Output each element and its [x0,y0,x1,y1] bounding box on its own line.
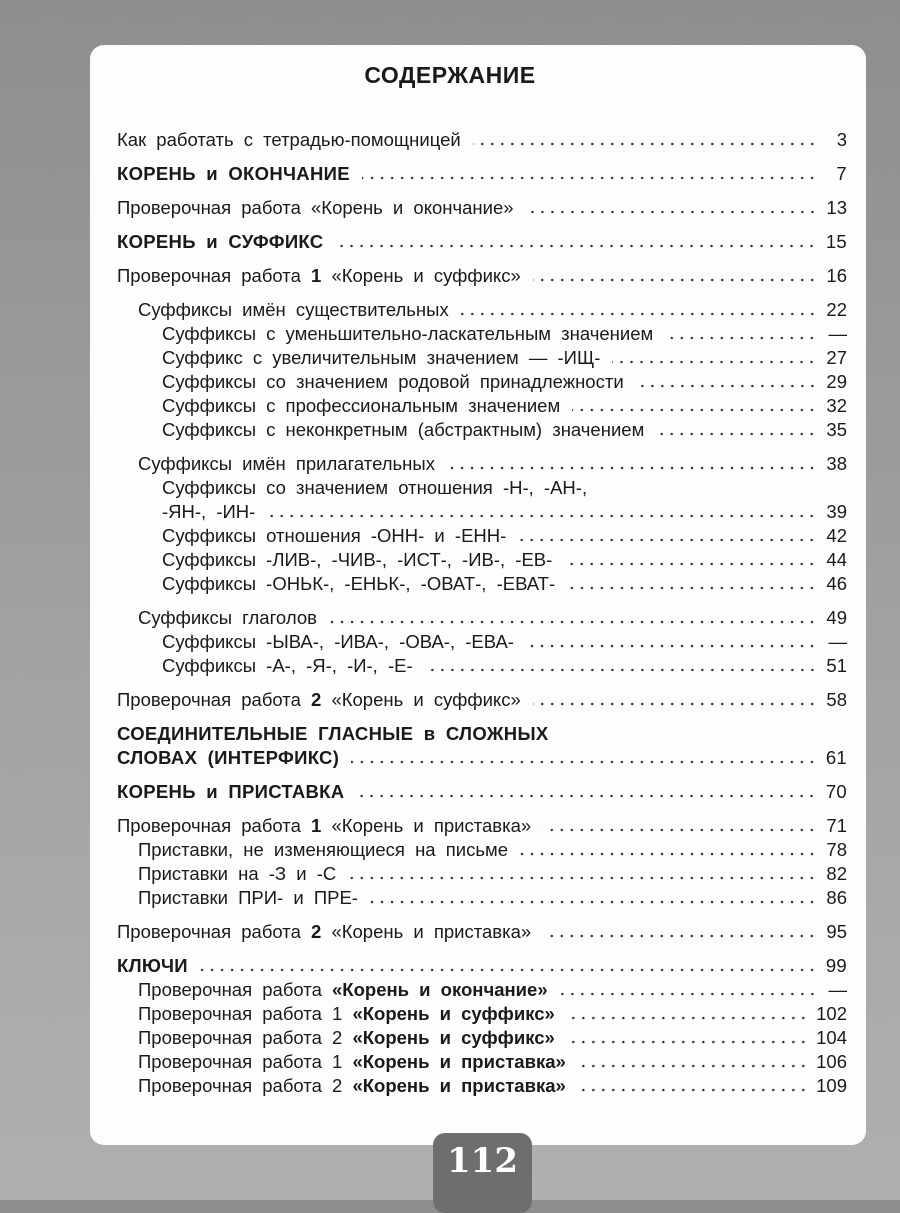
toc-entry-title-part: Проверочная работа «Корень и окончание» [117,197,514,218]
toc-entry-title-part: «Корень и суффикс» [321,265,521,286]
toc-entry [117,393,847,417]
toc-entry [117,195,847,219]
toc-entry-title-part: «Корень и суффикс» [321,689,521,710]
toc-entry [117,1001,847,1025]
toc-entry-title [117,815,531,837]
toc-entry [117,813,847,837]
dot-leader [526,210,817,214]
toc-entry-title [138,1003,555,1025]
toc-entry-page: 49 [826,607,847,628]
toc-entry-title-part: «Корень и окончание» [332,979,548,1000]
toc-entry-page: 39 [826,501,847,522]
toc-entry-title-part: Приставки ПРИ- и ПРЕ- [138,887,358,908]
dot-leader [362,176,817,180]
dot-leader [665,336,817,340]
toc-entry-title-part: Суффиксы имён существительных [138,299,449,320]
toc-entry [117,721,847,745]
toc-entry-page: — [828,979,847,1000]
toc-entry-title [162,525,506,547]
toc-entry-title-part: 1 [311,815,322,836]
table-of-contents [117,127,847,1097]
toc-entry-page: 38 [826,453,847,474]
toc-entry-title [117,231,323,253]
toc-entry-title-part: Суффиксы имён прилагательных [138,453,435,474]
toc-entry [117,369,847,393]
toc-entry-title-part: Проверочная работа 1 [138,1003,353,1024]
dot-leader [329,620,817,624]
toc-entry [117,653,847,677]
toc-entry-title-part: «Корень и приставка» [352,1051,566,1072]
dot-leader [533,702,817,706]
toc-entry-title [138,1027,555,1049]
dot-leader [572,408,817,412]
toc-entry [117,1025,847,1049]
toc-entry [117,1073,847,1097]
toc-entry [117,475,847,499]
toc-entry-title [162,573,555,595]
toc-entry-title-part: Суффиксы с неконкретным (абстрактным) значением [162,419,645,440]
toc-entry-title [117,921,531,943]
toc-entry-page: 109 [816,1075,847,1096]
toc-entry-title [117,197,514,219]
toc-entry-title [138,1051,566,1073]
toc-entry [117,861,847,885]
toc-entry-title-part: Суффиксы отношения -ОНН- и -ЕНН- [162,525,507,546]
toc-entry-page: 82 [826,863,847,884]
toc-entry-page: 32 [826,395,847,416]
toc-entry-title-part: Суффиксы -А-, -Я-, -И-, -Е- [162,655,413,676]
toc-entry-title-part: Проверочная работа [117,815,312,836]
toc-entry-page: 95 [826,921,847,942]
toc-entry-title [138,863,336,885]
dot-leader [656,432,817,436]
toc-entry-title-part: Суффиксы с профессиональным значением [162,395,561,416]
toc-entry-title [162,371,624,393]
toc-entry-page: 51 [826,655,847,676]
toc-entry [117,297,847,321]
dot-leader [518,538,817,542]
toc-entry-page: 106 [816,1051,847,1072]
toc-entry-title [138,453,435,475]
toc-entry-title-part: Проверочная работа 2 [138,1075,353,1096]
toc-entry-title-part: Как работать с тетрадью-помощницей [117,129,461,150]
toc-entry [117,161,847,185]
toc-entry-title-part: «Корень и суффикс» [352,1003,555,1024]
dot-leader [543,934,817,938]
toc-entry-title-part: СОЕДИНИТЕЛЬНЫЕ ГЛАСНЫЕ в СЛОЖНЫХ [117,723,549,744]
toc-entry-title [162,395,560,417]
toc-entry [117,745,847,769]
toc-entry-title [117,129,461,151]
toc-entry-title [138,299,449,321]
page-number-badge: 112 [433,1133,532,1213]
toc-entry-page: 16 [826,265,847,286]
toc-entry [117,547,847,571]
toc-entry-title [162,419,644,441]
toc-entry [117,977,847,1001]
toc-entry-title-part: Суффиксы -ЛИВ-, -ЧИВ-, -ИСТ-, -ИВ-, -ЕВ- [162,549,553,570]
page-title: СОДЕРЖАНИЕ [364,62,536,88]
dot-leader [567,1016,808,1020]
dot-leader [526,644,817,648]
toc-entry-title [117,265,521,287]
toc-entry [117,451,847,475]
dot-leader [351,760,817,764]
toc-entry-title [162,631,514,653]
dot-leader [560,992,817,996]
toc-entry-title-part: 1 [311,265,322,286]
toc-entry-title [138,839,508,861]
dot-leader [533,278,817,282]
toc-entry-title-part: Приставки на -З и -С [138,863,337,884]
toc-entry-title-part: 2 [311,689,322,710]
toc-entry-page: 29 [826,371,847,392]
dot-leader [370,900,817,904]
toc-entry-page: — [828,631,847,652]
toc-entry-title [162,477,587,499]
dot-leader [473,142,817,146]
toc-entry-title-part: Проверочная работа [117,921,312,942]
toc-entry [117,837,847,861]
dot-leader [567,1040,808,1044]
toc-entry-page: 99 [825,955,847,976]
dot-leader [567,586,817,590]
toc-entry-title-part: КОРЕНЬ и ПРИСТАВКА [117,781,345,802]
dot-leader [612,360,817,364]
dot-leader [356,794,817,798]
toc-entry [117,953,847,977]
toc-entry-title [138,607,317,629]
toc-entry-title-part: «Корень и приставка» [321,921,532,942]
toc-entry-title-part: КОРЕНЬ и ОКОНЧАНИЕ [117,163,350,184]
dot-leader [461,312,817,316]
toc-entry-title-part: Проверочная работа 2 [138,1027,353,1048]
toc-entry [117,417,847,441]
toc-entry-title-part: Суффиксы -ЫВА-, -ИВА-, -ОВА-, -ЕВА- [162,631,514,652]
toc-entry-title [117,689,521,711]
toc-entry-title-part: Суффиксы с уменьшительно-ласкательным значением [162,323,654,344]
toc-entry-page: 71 [826,815,847,836]
toc-entry [117,499,847,523]
toc-entry-title [162,347,600,369]
toc-entry-page: — [828,323,847,344]
toc-entry-page: 15 [825,231,847,252]
toc-entry-title-part: Проверочная работа [117,265,312,286]
toc-entry [117,919,847,943]
toc-entry-title-part: «Корень и приставка» [321,815,532,836]
toc-entry-title-part: «Корень и суффикс» [352,1027,555,1048]
dot-leader [335,244,817,248]
toc-entry [117,571,847,595]
toc-entry-page: 13 [826,197,847,218]
toc-entry [117,263,847,287]
toc-entry-title-part: КЛЮЧИ [117,955,188,976]
dot-leader [447,466,817,470]
toc-entry-page: 7 [836,163,847,184]
toc-entry-title-part: Проверочная работа [117,689,312,710]
toc-entry-title-part: Суффиксы -ОНЬК-, -ЕНЬК-, -ОВАТ-, -ЕВАТ- [162,573,556,594]
dot-leader [348,876,817,880]
toc-entry-title [138,1075,566,1097]
toc-entry-page: 27 [826,347,847,368]
toc-entry-title-part: Суффиксы со значением отношения -Н-, -АН-, [162,477,588,498]
toc-entry [117,605,847,629]
toc-entry-page: 22 [826,299,847,320]
toc-entry-title [162,549,552,571]
toc-entry-page: 61 [825,747,847,768]
toc-entry [117,629,847,653]
toc-entry [117,1049,847,1073]
toc-entry [117,523,847,547]
toc-entry-title-part: Проверочная работа 1 [138,1051,353,1072]
toc-entry-page: 104 [816,1027,847,1048]
toc-entry-page: 44 [826,549,847,570]
toc-entry [117,321,847,345]
toc-entry-title-part: КОРЕНЬ и СУФФИКС [117,231,324,252]
toc-entry-title-part: 2 [311,921,322,942]
toc-entry-title [117,163,350,185]
dot-leader [200,968,817,972]
toc-entry-page: 86 [826,887,847,908]
toc-entry-page: 78 [826,839,847,860]
dot-leader [520,852,817,856]
dot-leader [578,1088,808,1092]
toc-entry [117,127,847,151]
dot-leader [425,668,817,672]
toc-entry-title [117,781,344,803]
toc-entry [117,779,847,803]
toc-entry [117,885,847,909]
dot-leader [636,384,817,388]
toc-entry-title [162,655,413,677]
dot-leader [578,1064,808,1068]
dot-leader [543,828,817,832]
toc-entry-title [138,887,358,909]
toc-entry [117,687,847,711]
toc-entry-title-part: «Корень и приставка» [352,1075,566,1096]
toc-entry-page: 35 [826,419,847,440]
toc-entry-title-part: СЛОВАХ (ИНТЕРФИКС) [117,747,340,768]
toc-entry-page: 70 [825,781,847,802]
toc-entry-title-part: Суффиксы глаголов [138,607,317,628]
toc-entry-page: 46 [826,573,847,594]
toc-entry-title-part: Суффиксы со значением родовой принадлежности [162,371,624,392]
toc-entry-title [117,723,549,745]
toc-entry-title-part: Суффикс с увеличительным значением — -ИЩ- [162,347,601,368]
toc-entry-title-part: -ЯН-, -ИН- [162,501,256,522]
toc-entry-title-part: Приставки, не изменяющиеся на письме [138,839,508,860]
toc-entry-title [162,501,255,523]
toc-entry [117,229,847,253]
dot-leader [564,562,817,566]
toc-entry-title-part: Проверочная работа [138,979,333,1000]
toc-entry-page: 42 [826,525,847,546]
toc-entry-title [138,979,548,1001]
toc-entry-page: 3 [836,129,847,150]
dot-leader [267,514,817,518]
toc-entry-page: 58 [826,689,847,710]
toc-entry-page: 102 [816,1003,847,1024]
toc-entry-title [117,955,188,977]
toc-entry-title [117,747,339,769]
toc-entry [117,345,847,369]
toc-entry-title [162,323,653,345]
